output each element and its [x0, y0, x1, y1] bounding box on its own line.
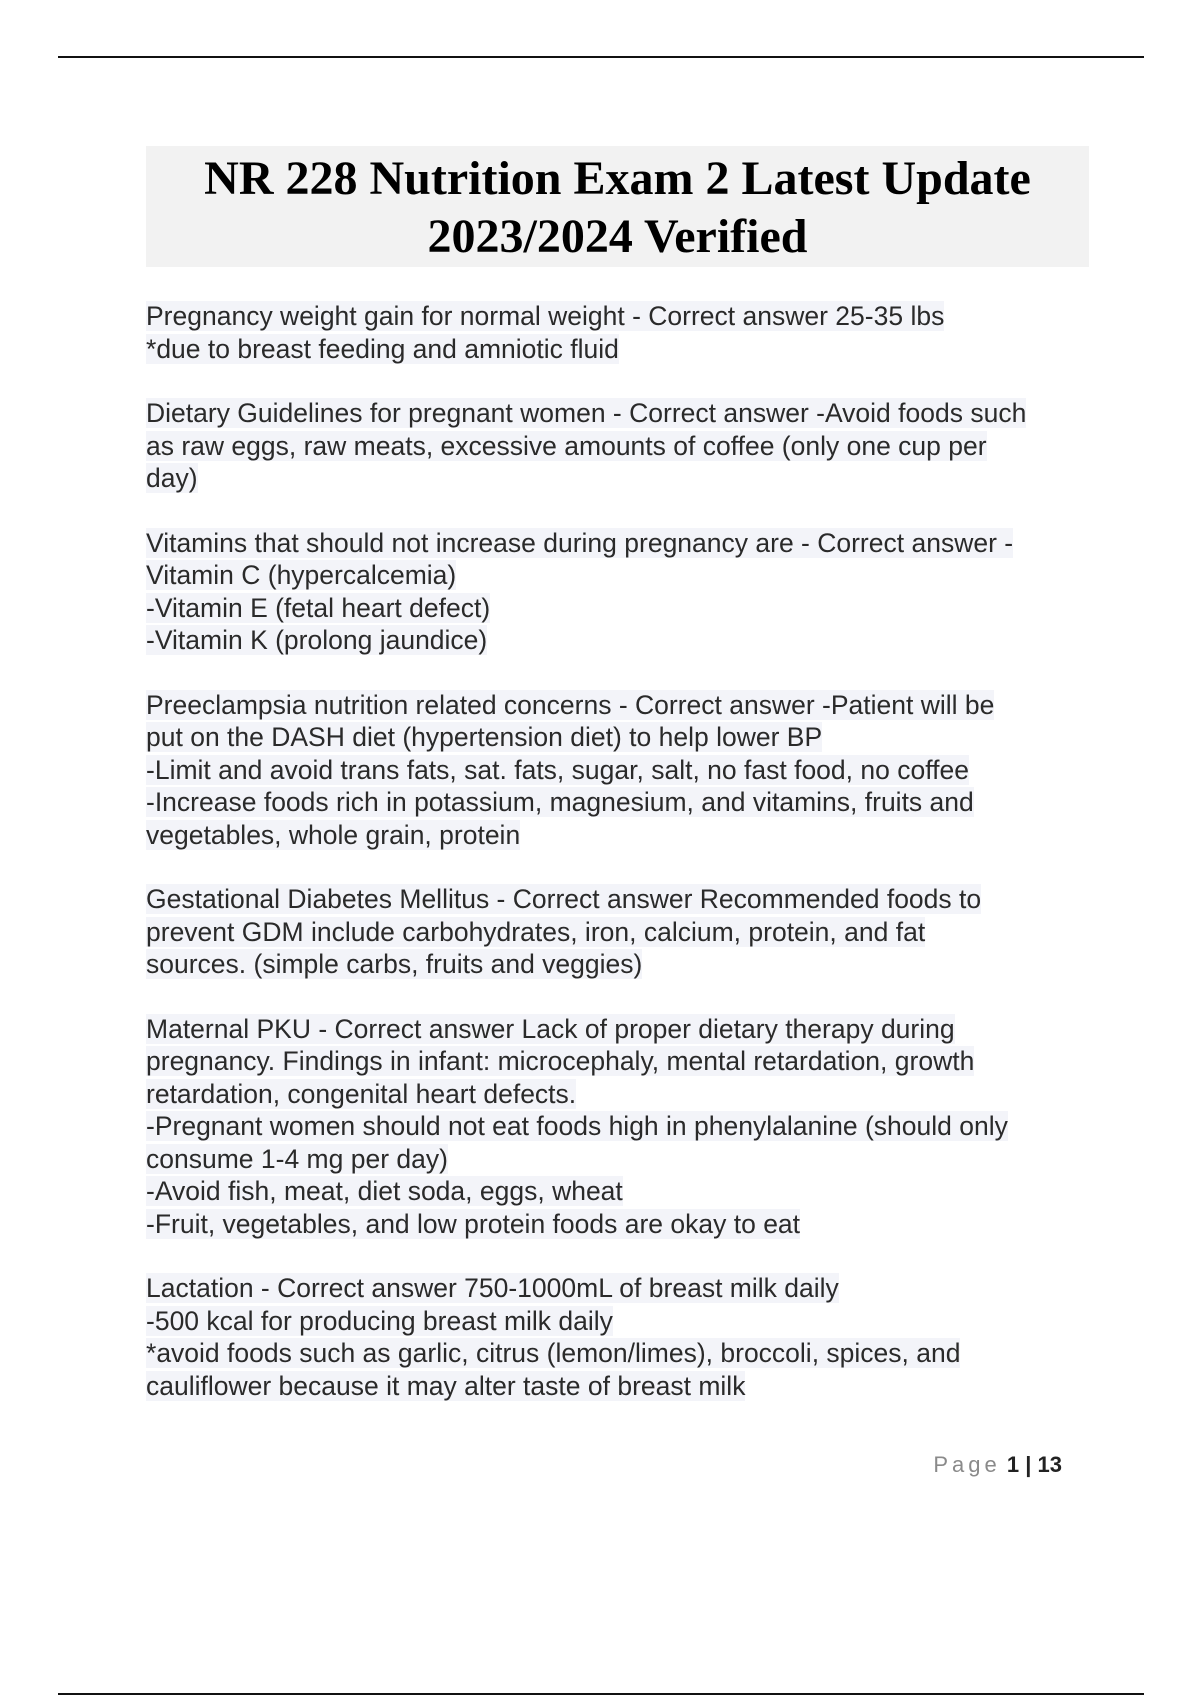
qa-line-text: put on the DASH diet (hypertension diet) to help lower BP [146, 722, 823, 752]
qa-item [146, 300, 1096, 365]
qa-item [146, 883, 1096, 981]
qa-line [146, 300, 1096, 333]
qa-line [146, 819, 1096, 852]
qa-line [146, 1110, 1096, 1143]
qa-line [146, 462, 1096, 495]
qa-line-text: -Vitamin K (prolong jaundice) [146, 625, 488, 655]
qa-line [146, 916, 1096, 949]
header-rule [58, 56, 1144, 58]
qa-line [146, 1143, 1096, 1176]
qa-line [146, 689, 1096, 722]
qa-line [146, 1078, 1096, 1111]
qa-line-text: Dietary Guidelines for pregnant women - Correct answer -Avoid foods such [146, 398, 1027, 428]
qa-line [146, 1208, 1096, 1241]
title-line-2: 2023/2024 Verified [427, 210, 808, 263]
qa-line [146, 430, 1096, 463]
qa-line-text: -Vitamin E (fetal heart defect) [146, 592, 491, 623]
qa-line-text: *avoid foods such as garlic, citrus (lemon/limes), broccoli, spices, and [146, 1338, 961, 1368]
qa-line [146, 1175, 1096, 1208]
qa-line-text: Lactation - Correct answer 750-1000mL of breast milk daily [146, 1273, 839, 1303]
qa-line [146, 754, 1096, 787]
qa-line-text: -Increase foods rich in potassium, magnesium, and vitamins, fruits and [146, 787, 974, 817]
qa-line-text: Vitamin C (hypercalcemia) [146, 560, 457, 590]
qa-line-text: pregnancy. Findings in infant: microcephaly, mental retardation, growth [146, 1046, 975, 1076]
footer-rule [58, 1693, 1144, 1695]
qa-line [146, 527, 1096, 560]
qa-list [146, 300, 1096, 1434]
qa-line [146, 1272, 1096, 1305]
qa-item [146, 1272, 1096, 1402]
qa-line-text: sources. (simple carbs, fruits and veggies) [146, 949, 643, 979]
page-number [933, 1452, 1062, 1478]
qa-line-text: vegetables, whole grain, protein [146, 819, 521, 850]
qa-line-text: *due to breast feeding and amniotic fluid [146, 333, 619, 364]
qa-line [146, 948, 1096, 981]
qa-line-text: -500 kcal for producing breast milk daily [146, 1305, 613, 1336]
qa-line [146, 786, 1096, 819]
qa-line-text: -Fruit, vegetables, and low protein foods are okay to eat [146, 1208, 801, 1239]
qa-line [146, 624, 1096, 657]
qa-line-text: retardation, congenital heart defects. [146, 1078, 577, 1109]
title-line-1: NR 228 Nutrition Exam 2 Latest Update [204, 152, 1031, 205]
qa-line-text: -Avoid fish, meat, diet soda, eggs, wheat [146, 1176, 623, 1206]
qa-line-text: Preeclampsia nutrition related concerns - Correct answer -Patient will be [146, 689, 995, 720]
qa-line [146, 559, 1096, 592]
document-title [146, 146, 1089, 267]
qa-line [146, 1013, 1096, 1046]
qa-line-text: cauliflower because it may alter taste of breast milk [146, 1370, 746, 1401]
qa-line-text: -Limit and avoid trans fats, sat. fats, sugar, salt, no fast food, no coffee [146, 754, 969, 785]
qa-line-text: Pregnancy weight gain for normal weight - Correct answer 25-35 lbs [146, 301, 945, 331]
qa-line [146, 883, 1096, 916]
qa-item [146, 527, 1096, 657]
qa-line-text: prevent GDM include carbohydrates, iron, calcium, protein, and fat [146, 916, 926, 947]
qa-line-text: consume 1-4 mg per day) [146, 1143, 448, 1174]
qa-item [146, 397, 1096, 495]
qa-line [146, 1045, 1096, 1078]
qa-line [146, 1370, 1096, 1403]
page-separator: | [1025, 1452, 1032, 1477]
qa-line-text: as raw eggs, raw meats, excessive amounts of coffee (only one cup per [146, 430, 987, 461]
qa-line-text: day) [146, 463, 198, 493]
total-pages: 13 [1037, 1452, 1062, 1477]
qa-line-text: Gestational Diabetes Mellitus - Correct answer Recommended foods to [146, 884, 982, 914]
qa-line [146, 333, 1096, 366]
qa-line [146, 592, 1096, 625]
qa-line [146, 1337, 1096, 1370]
qa-line [146, 721, 1096, 754]
qa-line-text: Maternal PKU - Correct answer Lack of proper dietary therapy during [146, 1013, 955, 1044]
qa-line [146, 397, 1096, 430]
qa-line-text: -Pregnant women should not eat foods high in phenylalanine (should only [146, 1111, 1008, 1141]
current-page: 1 [1006, 1452, 1020, 1477]
qa-item [146, 689, 1096, 852]
qa-line [146, 1305, 1096, 1338]
qa-line-text: Vitamins that should not increase during pregnancy are - Correct answer - [146, 527, 1014, 558]
page-label: Page [933, 1452, 1001, 1477]
qa-item [146, 1013, 1096, 1241]
